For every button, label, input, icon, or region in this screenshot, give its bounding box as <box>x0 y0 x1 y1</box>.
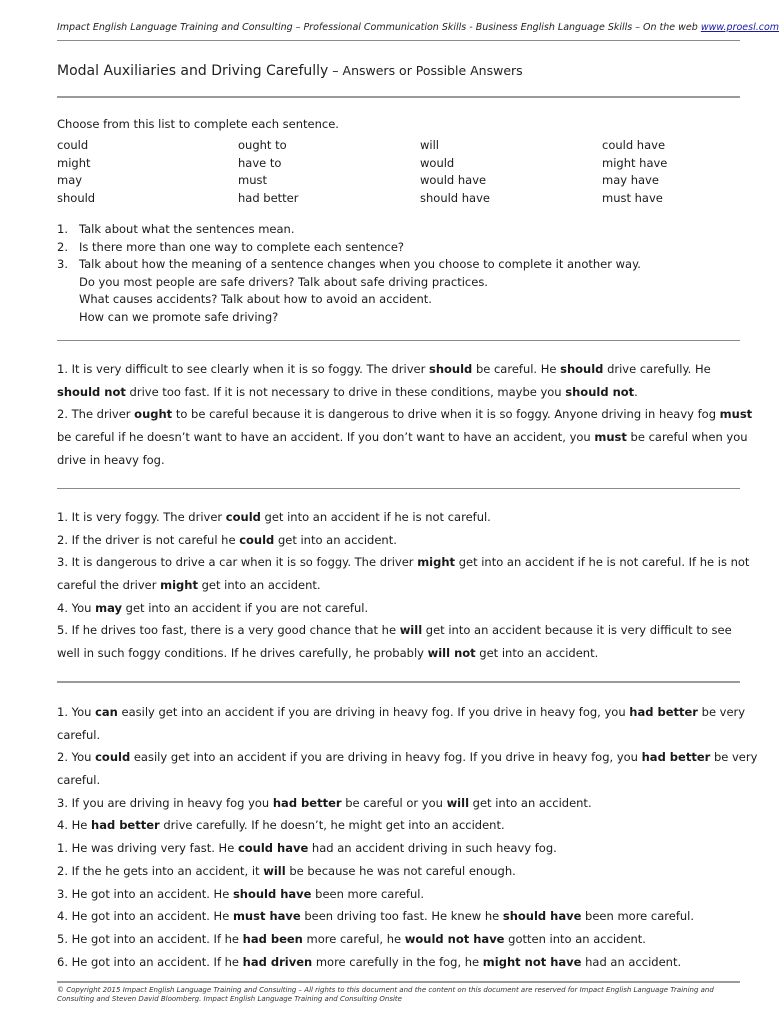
question-item <box>57 310 747 328</box>
sentence-text: 2. The driver <box>57 407 135 422</box>
answer-line <box>57 796 747 819</box>
question-item <box>57 240 747 258</box>
sentence-text: to be careful because it is dangerous to drive when it is so foggy. Anyone driving in heavy fog <box>172 407 720 422</box>
modal-answer: will <box>263 863 286 878</box>
modal-answer: might <box>160 578 198 593</box>
sentence-text: be very <box>697 705 746 719</box>
sentence-text: be careful. He <box>472 362 561 376</box>
question-item <box>57 292 747 310</box>
title-main: Modal Auxiliaries and Driving Carefully <box>57 63 329 79</box>
word-list-item: could have <box>602 138 666 152</box>
word-list-row <box>57 138 747 156</box>
modal-answer: will not <box>427 646 476 661</box>
sentence-text: 1. It is very difficult to see clearly when it is so foggy. The driver <box>57 362 429 376</box>
instructions: Choose from this list to complete each sentence. <box>57 117 339 131</box>
modal-answer: must <box>594 430 627 445</box>
modal-answer: would not have <box>404 931 505 946</box>
modal-answer: should not <box>565 384 635 399</box>
sentence-text: been more careful. <box>311 886 425 901</box>
answer-line <box>57 555 750 578</box>
sentence-text: 4. He <box>57 818 92 833</box>
sentence-text: 1. You <box>57 705 96 719</box>
word-list-item: may have <box>602 173 659 187</box>
answer-line <box>57 453 747 476</box>
sentence-text: get into an accident. <box>475 646 599 661</box>
sentence-text: 4. He got into an accident. He <box>57 909 233 924</box>
sentence-text: 1. It is very foggy. The driver <box>57 510 226 524</box>
modal-answer: should have <box>232 886 312 901</box>
sentence-text: 6. He got into an accident. If he <box>57 954 243 969</box>
sentence-text: be careful or you <box>341 795 447 810</box>
modal-answer: might not have <box>482 954 582 969</box>
question-text: Talk about how the meaning of a sentence changes when you choose to complete it another way. <box>79 257 641 271</box>
sentence-text: 5. If he drives too fast, there is a very good chance that he <box>57 623 400 638</box>
sentence-text: 1. He was driving very fast. He <box>57 841 238 856</box>
answer-line <box>57 750 758 773</box>
word-list-item: might have <box>602 155 668 170</box>
answer-line <box>57 623 747 646</box>
sentence-text: careful. <box>57 773 101 788</box>
question-number: 3. <box>57 257 68 271</box>
answer-line <box>57 864 747 887</box>
modal-answer: can <box>95 705 118 719</box>
word-list-item: might <box>57 155 91 170</box>
answer-line <box>57 932 747 955</box>
title-subtitle: – Answers or Possible Answers <box>328 63 523 78</box>
answer-section-3 <box>57 705 758 977</box>
discussion-questions <box>57 222 747 327</box>
answer-line <box>57 407 753 430</box>
sentence-text: drive too fast. If it is not necessary to drive in these conditions, maybe you <box>125 384 566 399</box>
answer-line <box>57 578 747 601</box>
answer-line <box>57 728 747 751</box>
sentence-text: 3. It is dangerous to drive a car when it is so foggy. The driver <box>57 555 418 570</box>
title-rule <box>57 96 740 98</box>
sentence-text: be careful when you <box>626 430 748 445</box>
question-number: 1. <box>57 222 68 236</box>
sentence-text: more careful, he <box>302 931 405 946</box>
answer-line <box>57 646 747 669</box>
word-list-item: would have <box>420 173 487 187</box>
word-list-item: may <box>57 173 83 187</box>
modal-answer: should have <box>502 909 582 924</box>
sentence-text: had an accident driving in such heavy fog. <box>308 841 557 856</box>
answer-line <box>57 430 747 453</box>
modal-answer: may <box>95 600 122 615</box>
question-text: How can we promote safe driving? <box>79 309 279 324</box>
sentence-text: drive carefully. If he doesn’t, he might get into an accident. <box>159 818 505 833</box>
modal-answer: should <box>560 362 604 376</box>
word-list-item: should have <box>420 190 490 205</box>
modal-answer: might <box>417 555 456 570</box>
modal-answer: could have <box>237 841 309 856</box>
sentence-text: had an accident. <box>581 954 682 969</box>
page-title <box>57 63 523 79</box>
sentence-text: drive carefully. He <box>603 362 711 376</box>
sentence-text: easily get into an accident if you are driving in heavy fog. If you drive in heavy fog, you <box>130 750 642 765</box>
word-list-item: should <box>57 190 96 205</box>
sentence-text: well in such foggy conditions. If he drives carefully, he probably <box>57 646 428 661</box>
sentence-text: drive in heavy fog. <box>57 452 165 467</box>
sentence-text: get into an accident if he is not careful. If he is not <box>455 555 750 570</box>
footer-rule <box>57 981 740 983</box>
modal-answer: had better <box>641 750 711 765</box>
answer-line <box>57 705 747 728</box>
modal-answer: had driven <box>242 954 313 969</box>
sentence-text: careful the driver <box>57 578 161 593</box>
question-text: Do you most people are safe drivers? Talk about safe driving practices. <box>79 274 488 289</box>
sentence-text: be very <box>710 750 758 765</box>
sentence-text: 3. If you are driving in heavy fog you <box>57 795 273 810</box>
modal-answer: had better <box>91 818 160 833</box>
answer-line <box>57 773 747 796</box>
section-divider <box>57 681 740 683</box>
header-text: Impact English Language Training and Consulting – Professional Communication Skills - Business English Language Skills – On the web <box>57 22 701 33</box>
sentence-text: . <box>634 384 638 399</box>
word-list-item: will <box>420 138 439 152</box>
answer-line <box>57 955 747 978</box>
sentence-text: 2. You <box>57 750 96 765</box>
header-link[interactable]: www.proesl.com <box>700 22 779 33</box>
modal-answer: ought <box>134 407 173 422</box>
sentence-text: get into an accident if he is not careful. <box>260 510 491 524</box>
sentence-text: been more careful. <box>581 909 695 924</box>
word-list-item: had better <box>238 190 299 205</box>
sentence-text: 5. He got into an accident. If he <box>57 931 243 946</box>
question-item <box>57 257 747 275</box>
word-list-item: could <box>57 138 89 152</box>
question-text: Is there more than one way to complete each sentence? <box>79 239 405 254</box>
modal-answer: had better <box>272 795 342 810</box>
copyright-footer: © Copyright 2015 Impact English Language Training and Consulting – All rights to this document and the content on this document are reserved for Impact English Language Training and Consulting and Steven David Bloomberg. Impact English Language Training and Consulting Onsite <box>57 986 714 1003</box>
sentence-text: easily get into an accident if you are driving in heavy fog. If you drive in heavy fog, you <box>117 705 630 719</box>
modal-answer: could <box>239 532 275 547</box>
sentence-text: 2. If the he gets into an accident, it <box>57 863 264 878</box>
answer-line <box>57 841 747 864</box>
modal-answer: will <box>399 623 423 638</box>
page-header <box>57 22 779 33</box>
answer-section-2 <box>57 510 750 669</box>
modal-answer: must have <box>232 909 301 924</box>
question-text: What causes accidents? Talk about how to avoid an accident. <box>79 292 432 306</box>
word-list-item: have to <box>238 155 282 170</box>
question-item <box>57 222 747 240</box>
question-number: 2. <box>57 239 68 254</box>
answer-line <box>57 510 747 533</box>
sentence-text: get into an accident because it is very difficult to see <box>422 623 732 638</box>
modal-answer: should not <box>57 384 126 399</box>
modal-answer: should <box>429 362 473 376</box>
modal-answer: must <box>719 407 753 422</box>
question-item <box>57 275 747 293</box>
modal-answer: could <box>95 750 131 765</box>
sentence-text: been driving too fast. He knew he <box>300 909 503 924</box>
answer-line <box>57 362 747 385</box>
sentence-text: 4. You <box>57 600 96 615</box>
modal-answer: had better <box>629 705 698 719</box>
sentence-text: be because he was not careful enough. <box>285 863 516 878</box>
sentence-text: gotten into an accident. <box>504 931 646 946</box>
modal-answer: had been <box>242 931 303 946</box>
answer-line <box>57 887 747 910</box>
answer-section-1 <box>57 362 753 475</box>
word-list-row <box>57 156 747 174</box>
header-rule <box>57 40 740 41</box>
sentence-text: 3. He got into an accident. He <box>57 886 233 901</box>
sentence-text: get into an accident if you are not careful. <box>122 600 369 615</box>
sentence-text: more carefully in the fog, he <box>312 954 483 969</box>
answer-line <box>57 601 747 624</box>
modal-answer: will <box>446 795 470 810</box>
word-list-row <box>57 191 747 209</box>
answer-line <box>57 818 747 841</box>
modal-answer: could <box>225 510 261 524</box>
sentence-text: 2. If the driver is not careful he <box>57 532 240 547</box>
section-divider <box>57 340 740 341</box>
question-text: Talk about what the sentences mean. <box>79 222 295 236</box>
sentence-text: get into an accident. <box>469 795 592 810</box>
word-list <box>57 138 747 208</box>
word-list-item: must <box>238 173 267 187</box>
word-list-item: must have <box>602 190 663 205</box>
sentence-text: careful. <box>57 727 101 742</box>
word-list-row <box>57 173 747 191</box>
answer-line <box>57 533 747 556</box>
sentence-text: get into an accident. <box>274 532 397 547</box>
word-list-item: would <box>420 155 455 170</box>
section-divider <box>57 488 740 489</box>
sentence-text: be careful if he doesn’t want to have an accident. If you don’t want to have an accident, you <box>57 430 595 445</box>
word-list-item: ought to <box>238 138 287 152</box>
sentence-text: get into an accident. <box>197 578 321 593</box>
answer-line <box>57 909 747 932</box>
answer-line <box>57 385 747 408</box>
